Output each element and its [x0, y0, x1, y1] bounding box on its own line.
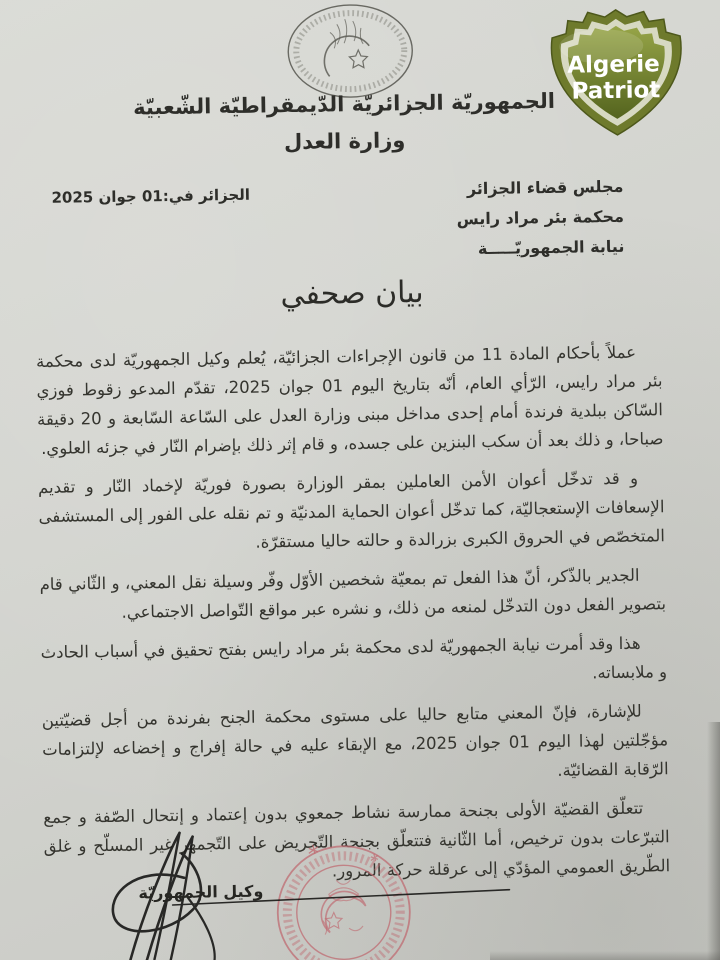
date-line: الجزائر في:01 جوان 2025	[51, 185, 251, 207]
court-line-prosecution: نيابة الجمهوريّـــــة	[477, 236, 625, 259]
republic-title: الجمهوريّة الجزائريّة الدّيمقراطيّة الشّعبيّة	[132, 88, 556, 120]
court-line-council: مجلس قضاء الجزائر	[466, 176, 624, 199]
body-paragraph: تتعلّق القضيّة الأولى بجنحة ممارسة نشاط جمعوي بدون إعتماد و إنتحال الصّفة و جمع التبرّعات بدون ترخيص، أما الثّانية فتتعلّق بجنحة التّحريض على التّجمهر غير المسلّح و غلق الطّريق العمومي المؤدّي إلى عرقلة حركة المرور.	[43, 798, 671, 881]
court-line-tribunal: محكمة بئر مراد رايس	[456, 206, 625, 229]
algeria-national-emblem-icon	[285, 1, 417, 101]
body-text	[36, 337, 671, 900]
body-paragraph: هذا وقد أمرت نيابة الجمهوريّة لدى محكمة بئر مراد رايس بفتح تحقيق في أسباب الحادث و ملابساته.	[40, 633, 668, 683]
photo-edge-shadow-bottom	[490, 951, 720, 960]
badge-text-line2: Patriot	[571, 77, 661, 105]
body-paragraph: الجدير بالذّكر، أنّ هذا الفعل تم بمعيّة شخصين الأوّل وفّر وسيلة نقل المعني، و الثّاني قام بتصوير الفعل دون التدخّل لمنعه من ذلك، و نشره عبر مواقع التّواصل الاجتماعي.	[39, 565, 667, 622]
court-block	[456, 172, 625, 265]
signature-label: وكيل الجمهوريّة	[138, 881, 264, 903]
letterhead	[0, 87, 695, 159]
body-paragraph: عملاً بأحكام المادة 11 من قانون الإجراءات الجزائيّة، يُعلم وكيل الجمهوريّة لدى محكمة بئر مراد رايس، الرّأي العام، أنّه بتاريخ اليوم 01 جوان 2025، تقدّم المدعو زقوط فوزي السّاكن ببلدية فرندة أمام إحدى مداخل مبنى وزارة العدل على السّاعة السّابعة و 20 دقيقة صباحا، و ذلك بعد أن سكب البنزين على جسده، و قام إثر ذلك بإضرام النّار في جزئه العلوي.	[35, 342, 664, 459]
photo-edge-shadow-right	[707, 722, 720, 960]
ministry-title: وزارة العدل	[283, 128, 406, 155]
body-paragraph: للإشارة، فإنّ المعني متابع حاليا على مستوى محكمة الجنح بفرندة من أجل قضيّتين مؤجّلتين لهذا اليوم 01 جوان 2025، مع الإبقاء عليه في حالة إفراج و إخضاعه لإلتزامات الرّقابة القضائيّة.	[41, 701, 669, 780]
body-paragraph: و قد تدخّل أعوان الأمن العاملين بمقر الوزارة بصورة فوريّة لإخماد النّار و تقديم الإسعافات الإستعجاليّة، كما تدخّل أعوان الحماية المدنيّة و تم نقله على الفور إلى المستشفى المتخصّص في الحروق الكبرى بزرالدة و حالته حاليا مستقرّة.	[37, 468, 666, 552]
badge-text-line1: Algerie	[567, 51, 660, 79]
press-release-title: بيان صحفي	[280, 274, 424, 313]
